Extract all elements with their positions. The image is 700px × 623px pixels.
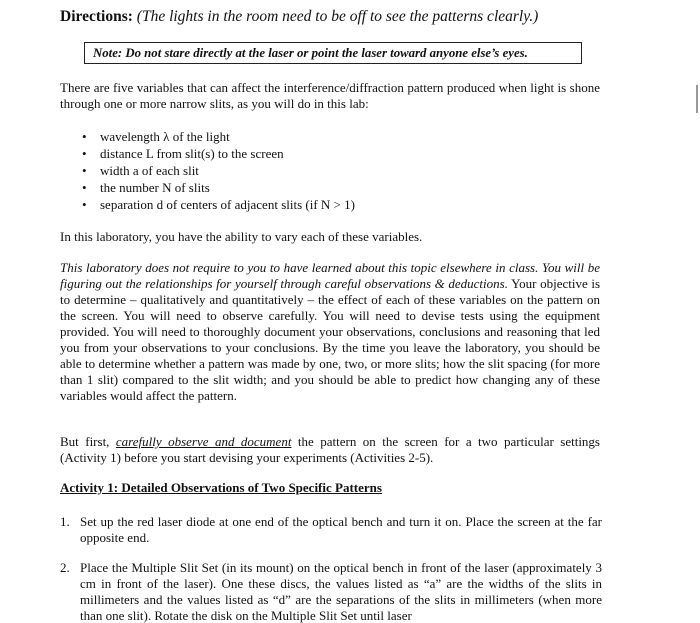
- objective-paragraph: [60, 260, 600, 404]
- ability-paragraph: In this laboratory, you have the ability to vary each of these variables.: [60, 229, 423, 244]
- safety-note-box: Note: Do not stare directly at the laser or point the laser toward anyone else’s eyes.: [84, 42, 582, 64]
- step-number: 1.: [60, 514, 70, 529]
- variable-item: • width a of each slit: [82, 162, 355, 179]
- first-emphasis: carefully observe and document: [115, 434, 292, 449]
- step-text: Place the Multiple Slit Set (in its mount) on the optical bench in front of the laser (approximately 3 cm in front of the laser). One these discs, the values listed as “a” are the widths of the slits in millimeters and the values listed as “d” are the separations of the slits in millimeters (when more than one slit). Rotate the disk on the Multiple Slit Set until laser: [80, 560, 602, 623]
- steps-list: [60, 514, 602, 623]
- intro-paragraph: There are five variables that can affect the interference/diffraction pattern produced when light is shone through one or more narrow slits, as you will do in this lab:: [60, 80, 600, 111]
- page-edge-mark: [696, 85, 698, 113]
- directions-line: [60, 8, 538, 26]
- step-text: Set up the red laser diode at one end of the optical bench and turn it on. Place the screen at the far opposite end.: [80, 514, 602, 545]
- step-item: [60, 560, 602, 623]
- first-before: But first,: [60, 434, 110, 449]
- directions-label: Directions:: [60, 8, 133, 25]
- step-item: [60, 514, 602, 546]
- objective-rest: Your objective is to determine – qualitatively and quantitatively – the effect of each of these variables on the pattern on the screen. You will need to observe carefully. You will need to devise tests using the equipment provided. You will need to thoroughly document your observations, conclusions and reasoning that led you from your observations to your conclusions. By the time you leave the laboratory, you should be able to determine whether a pattern was made by one, two, or more slits; how the slit spacing (for more than 1 slit) compared to the slit width; and you should be able to predict how changing any of these variables would affect the pattern.: [60, 276, 600, 403]
- first-after: the pattern on the screen for a two particular settings (Activity 1) before you start devising your experiments (Activities 2-5).: [60, 434, 600, 465]
- step-number: 2.: [60, 560, 70, 575]
- objective-italic: This laboratory does not require to you to have learned about this topic elsewhere in class. You will be figuring out the relationships for yourself through careful observations & deductions.: [60, 260, 600, 291]
- first-paragraph: [60, 434, 600, 466]
- variable-item: • the number N of slits: [82, 179, 355, 196]
- variable-item: • wavelength λ of the light: [82, 128, 355, 145]
- activity-heading: Activity 1: Detailed Observations of Two Specific Patterns: [60, 480, 382, 495]
- variables-list: [82, 128, 355, 213]
- variable-item: • distance L from slit(s) to the screen: [82, 145, 355, 162]
- directions-text: (The lights in the room need to be off to see the patterns clearly.): [136, 8, 539, 25]
- variable-item: • separation d of centers of adjacent slits (if N > 1): [82, 196, 355, 213]
